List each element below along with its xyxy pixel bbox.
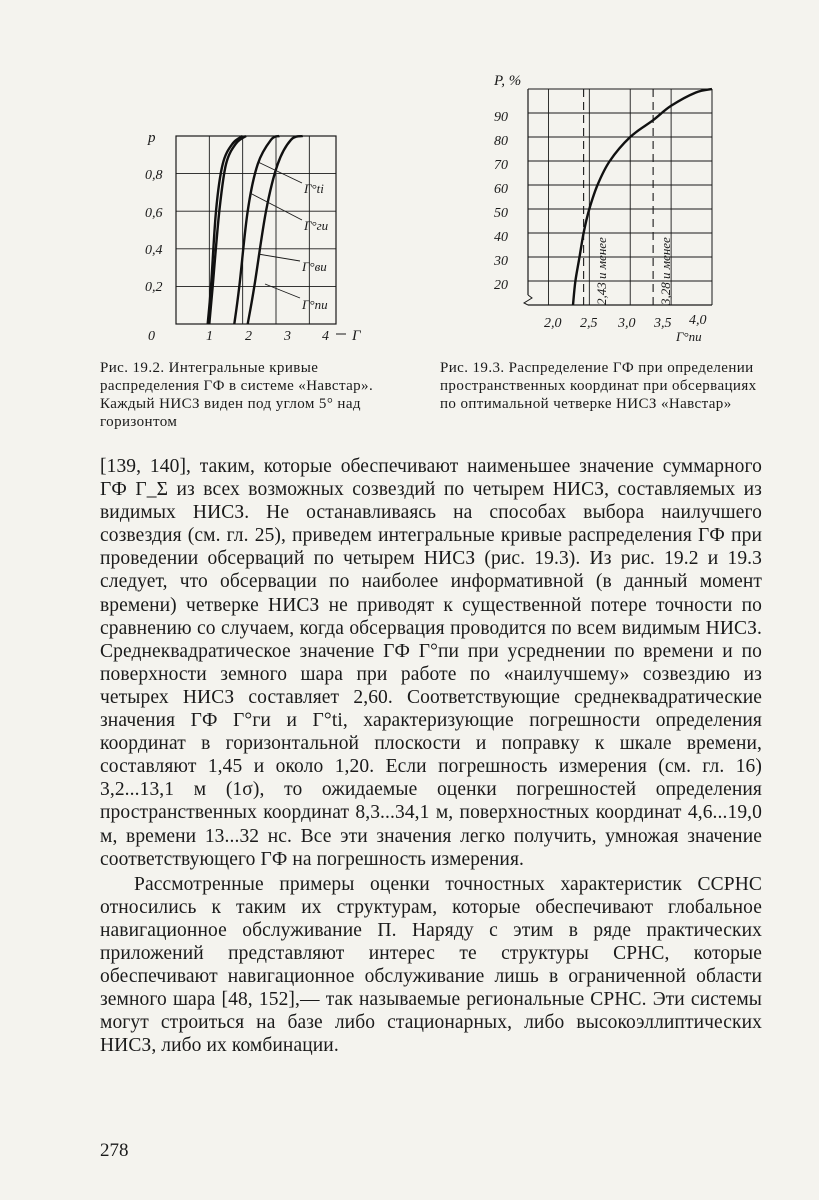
paragraph: [139, 140], таким, которые обеспечивают наименьшее значение суммарного ГФ Г_Σ из всех возможных созвездий по четырем НИСЗ, составляемых из видимых НИСЗ. Не останавливаясь на способах выбора наилучшего созвездия (см. гл. 25), приведем интегральные кривые распределения ГФ при проведении обсерваций по четырем НИСЗ (рис. 19.3). Из рис. 19.2 и 19.3 следует, что обсервации по наиболее информативной (в данный момент времени) четверке НИСЗ не приводят к существенной потере точности по сравнению со случаем, когда обсервация проводится по всем видимым НИСЗ. Среднеквадратическое значение ГФ Г°пи при усреднении по времени и по поверхности земного шара при работе по «наилучшему» созвездию из четырех НИСЗ составляет 2,60. Соответствующие среднеквадратические значения ГФ Г°ги и Г°ti, характеризующие погрешности определения координат в горизонтальной плоскости и поправку к шкале времени, составляют 1,45 и около 1,20. Если погрешность измерения (см. гл. 16) 3,2...13,1 м (1σ), то ожидаемые оценки погрешностей определения пространственных координат 8,3...34,1 м, поверхностных координат 4,6...19,0 м, времени 13...32 нс. Все эти значения легко получить, умножая значение соответствующего ГФ на погрешность измерения. bbox=[100, 456, 762, 870]
curve-label-vi: Г°ви bbox=[302, 259, 327, 274]
figure-19-2-curves bbox=[208, 136, 303, 324]
y-tick-label: 70 bbox=[494, 158, 508, 173]
y-tick-label: 20 bbox=[494, 278, 508, 293]
curve-label-pi: Г°пи bbox=[302, 297, 328, 312]
figure-19-3-y-axis-label: P, % bbox=[494, 73, 522, 89]
curve-label-gi: Г°ги bbox=[304, 218, 329, 233]
axis-break bbox=[524, 295, 532, 305]
y-tick-label: 90 bbox=[494, 110, 508, 125]
x-tick-label: 3 bbox=[284, 329, 291, 344]
y-tick-label: 0,6 bbox=[145, 206, 163, 221]
body-text bbox=[100, 455, 762, 1057]
annotation-3-28: 3,28 и менее bbox=[658, 237, 673, 305]
x-tick-label: 2,5 bbox=[580, 316, 598, 331]
y-tick-label: 50 bbox=[494, 206, 508, 221]
y-tick-label: 40 bbox=[494, 230, 508, 245]
y-tick-label: 0 bbox=[148, 329, 155, 344]
y-tick-label: 30 bbox=[494, 254, 508, 269]
annotation-2-43: 2,43 и менее bbox=[594, 237, 609, 305]
figure-19-2-y-tick-labels bbox=[145, 168, 163, 344]
figure-19-2-x-axis-label: Г bbox=[352, 328, 361, 344]
figure-19-2-y-axis-label: p bbox=[148, 130, 156, 146]
x-tick-label: 3,5 bbox=[654, 316, 672, 331]
y-tick-label: 0,4 bbox=[145, 243, 163, 258]
figure-19-3-y-tick-labels bbox=[493, 110, 508, 293]
y-tick-label: 0,2 bbox=[145, 280, 163, 295]
page-number: 278 bbox=[100, 1140, 129, 1161]
curve-label-ti: Г°ti bbox=[304, 181, 324, 196]
y-tick-label: 0,8 bbox=[145, 168, 163, 183]
x-tick-label: 3,0 bbox=[618, 316, 636, 331]
x-tick-label: 2,0 bbox=[544, 316, 562, 331]
x-tick-label: 1 bbox=[206, 329, 213, 344]
y-tick-label: 80 bbox=[494, 134, 508, 149]
figure-19-3-caption: Рис. 19.3. Распределение ГФ при определении пространственных координат при обсервациях по оптимальной четверке НИСЗ «Навстар» bbox=[440, 360, 757, 412]
figure-19-2-x-tick-labels bbox=[206, 329, 329, 344]
x-tick-label: 4,0 bbox=[689, 313, 707, 328]
figure-19-3 bbox=[480, 65, 740, 350]
x-tick-label: 2 bbox=[245, 329, 252, 344]
paragraph: Рассмотренные примеры оценки точностных характеристик ССРНС относились к таким их структурам, которые обеспечивают глобальное навигационное обслуживание П. Наряду с этим в ряде практических приложений представляют интерес те структуры СРНС, которые обеспечивают навигационное обслуживание лишь в ограниченной области земного шара [48, 152],— так называемые региональные СРНС. Эти системы могут строиться на базе либо стационарных, либо высокоэллиптических НИСЗ, либо их комбинации. bbox=[100, 873, 762, 1057]
curve-series bbox=[234, 136, 279, 324]
y-tick-label: 60 bbox=[494, 182, 508, 197]
figure-19-3-x-axis-label: Г°пи bbox=[676, 329, 702, 344]
figure-19-2-caption: Рис. 19.2. Интегральные кривые распределения ГФ в системе «Навстар». Каждый НИСЗ виден под углом 5° над горизонтом bbox=[100, 360, 374, 430]
figure-19-2 bbox=[140, 120, 380, 350]
x-tick-label: 4 bbox=[322, 329, 329, 344]
figure-19-3-grid bbox=[524, 89, 712, 305]
